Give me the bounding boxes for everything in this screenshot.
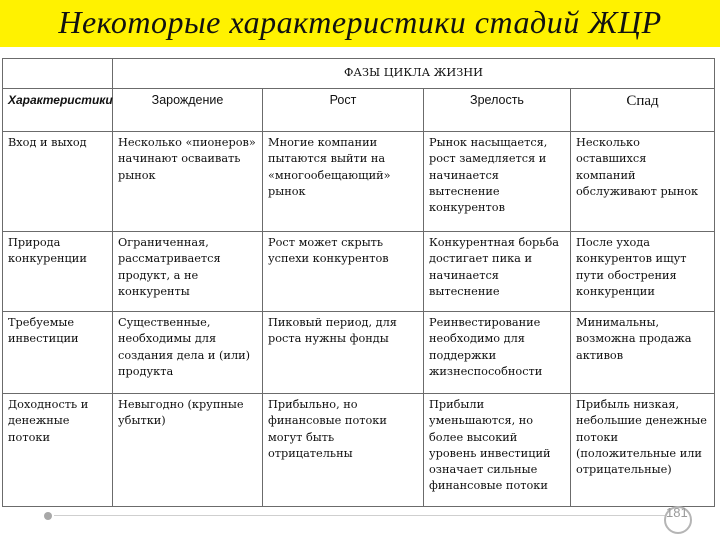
table-row: [3, 232, 715, 312]
row-label: Доходность и денежные потоки: [3, 394, 113, 507]
table-cell: Существенные, необходимы для создания дела и (или) продукта: [113, 312, 263, 394]
column-header-characteristics: Характеристики: [3, 89, 113, 132]
table-cell: Невыгодно (крупные убытки): [113, 394, 263, 507]
table-row: [3, 132, 715, 232]
phases-header-row: [3, 59, 715, 89]
column-header-origin: Зарождение: [113, 89, 263, 132]
table-cell: Ограниченная, рассматривается продукт, а не конкуренты: [113, 232, 263, 312]
page-number: 181: [666, 505, 688, 520]
bullet-dot-icon: [44, 512, 52, 520]
column-header-growth: Рост: [263, 89, 424, 132]
table-cell: Прибыль низкая, небольшие денежные потоки (положительные или отрицательные): [571, 394, 715, 507]
table-cell: Минимальны, возможна продажа активов: [571, 312, 715, 394]
column-header-row: [3, 89, 715, 132]
table-row: [3, 312, 715, 394]
footer-divider: [54, 515, 666, 516]
corner-cell: [3, 59, 113, 89]
table-cell: Прибыльно, но финансовые потоки могут быть отрицательны: [263, 394, 424, 507]
table-cell: Рынок насыщается, рост замедляется и начинается вытеснение конкурентов: [424, 132, 571, 232]
row-label: Требуемые инвестиции: [3, 312, 113, 394]
column-header-maturity: Зрелость: [424, 89, 571, 132]
table-cell: Прибыли уменьшаются, но более высокий уровень инвестиций означает сильные финансовые потоки: [424, 394, 571, 507]
table-cell: Конкурентная борьба достигает пика и начинается вытеснение: [424, 232, 571, 312]
row-label: Вход и выход: [3, 132, 113, 232]
table-cell: Пиковый период, для роста нужны фонды: [263, 312, 424, 394]
table-cell: Реинвестирование необходимо для поддержки жизнеспособности: [424, 312, 571, 394]
table-cell: Несколько «пионеров» начинают осваивать рынок: [113, 132, 263, 232]
table-cell: Несколько оставшихся компаний обслуживают рынок: [571, 132, 715, 232]
table-cell: После ухода конкурентов ищут пути обострения конкуренции: [571, 232, 715, 312]
column-header-decline: Спад: [571, 89, 715, 132]
lifecycle-table: [2, 58, 715, 507]
row-label: Природа конкуренции: [3, 232, 113, 312]
table-row: [3, 394, 715, 507]
table-cell: Многие компании пытаются выйти на «многообещающий» рынок: [263, 132, 424, 232]
slide-title: Некоторые характеристики стадий ЖЦР: [58, 4, 662, 40]
table-cell: Рост может скрыть успехи конкурентов: [263, 232, 424, 312]
phases-header: ФАЗЫ ЦИКЛА ЖИЗНИ: [113, 59, 715, 89]
